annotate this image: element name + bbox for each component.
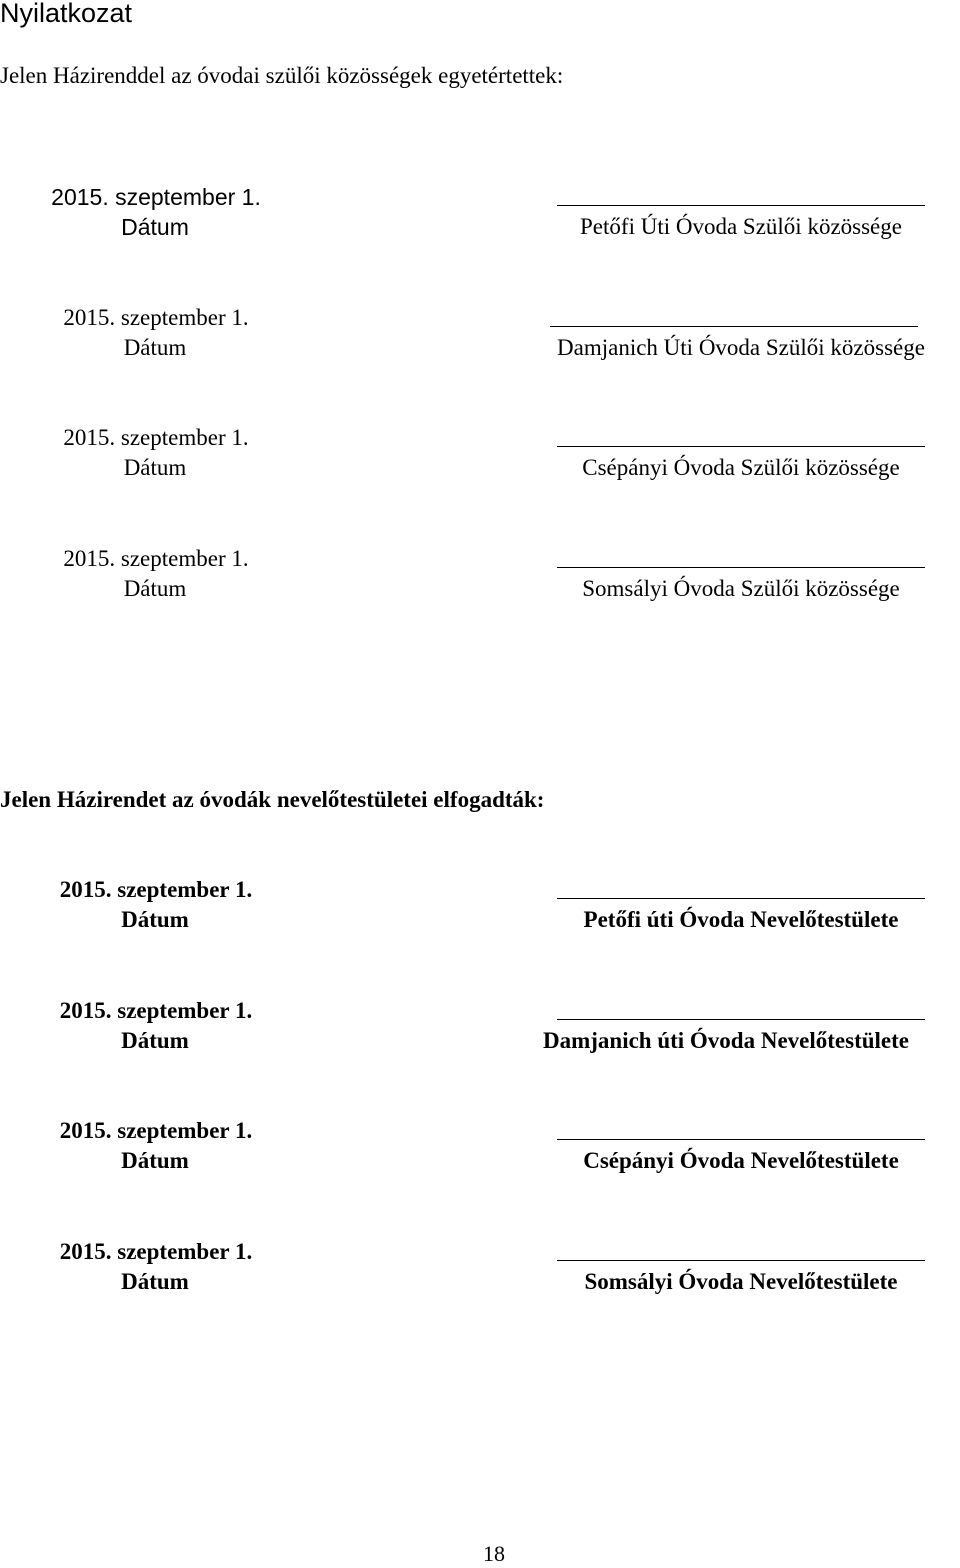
party-label: Petőfi Úti Óvoda Szülői közössége <box>580 214 902 239</box>
signature-block <box>0 875 960 937</box>
date-text: 2015. szeptember 1. <box>59 1239 253 1264</box>
party-label: Somsályi Óvoda Nevelőtestülete <box>584 1269 898 1294</box>
date-label: Dátum <box>121 214 189 240</box>
signature-block <box>0 996 960 1058</box>
signature-line <box>557 567 925 568</box>
page-number: 18 <box>483 1541 505 1566</box>
party-label: Somsályi Óvoda Szülői közössége <box>582 576 900 601</box>
party-label: Petőfi úti Óvoda Nevelőtestülete <box>583 907 899 932</box>
date-text: 2015. szeptember 1. <box>51 184 261 210</box>
date-text: 2015. szeptember 1. <box>59 877 253 902</box>
signature-block <box>0 1116 960 1178</box>
date-label: Dátum <box>121 1269 189 1294</box>
date-text: 2015. szeptember 1. <box>63 305 249 330</box>
date-label: Dátum <box>121 1148 189 1173</box>
date-label: Dátum <box>123 455 187 480</box>
date-label: Dátum <box>123 335 187 360</box>
parent-community-intro: Jelen Házirenddel az óvodai szülői közösségek egyetértettek: <box>0 63 564 88</box>
signature-block <box>0 1237 960 1299</box>
date-text: 2015. szeptember 1. <box>59 1118 253 1143</box>
date-text: 2015. szeptember 1. <box>59 998 253 1023</box>
signature-block <box>0 544 960 606</box>
signature-line <box>550 326 918 327</box>
teaching-staff-intro: Jelen Házirendet az óvodák nevelőtestületei elfogadták: <box>0 787 545 812</box>
signature-block <box>0 182 960 244</box>
signature-line <box>557 1019 925 1020</box>
date-label: Dátum <box>123 576 187 601</box>
signature-line <box>557 1139 925 1140</box>
party-label: Damjanich Úti Óvoda Szülői közössége <box>557 335 925 360</box>
date-text: 2015. szeptember 1. <box>63 546 249 571</box>
page-title: Nyilatkozat <box>0 0 133 28</box>
signature-block <box>0 303 960 365</box>
date-label: Dátum <box>121 1028 189 1053</box>
date-text: 2015. szeptember 1. <box>63 425 249 450</box>
signature-line <box>557 898 925 899</box>
party-label: Csépányi Óvoda Nevelőtestülete <box>583 1148 899 1173</box>
party-label: Damjanich úti Óvoda Nevelőtestülete <box>542 1028 910 1053</box>
signature-block <box>0 423 960 485</box>
signature-line <box>557 205 925 206</box>
signature-line <box>557 1260 925 1261</box>
signature-line <box>557 446 925 447</box>
party-label: Csépányi Óvoda Szülői közössége <box>582 455 900 480</box>
date-label: Dátum <box>121 907 189 932</box>
